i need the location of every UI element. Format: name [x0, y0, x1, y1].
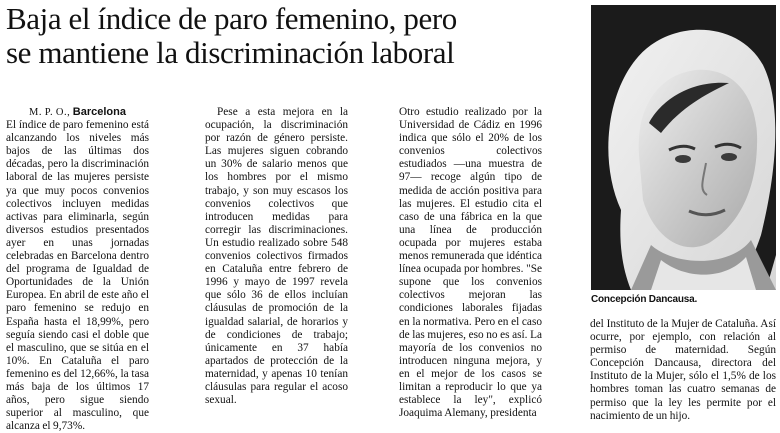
article-column-4: [590, 318, 776, 423]
paragraph-3-part-c: del Instituto de la Mujer de Cataluña. Así ocurre, por ejemplo, con relación al permiso de maternidad. Según Concepción Dancausa, directora del Instituto de la Mujer, sólo el 1,5% de los hombres toman las cuatro semanas de permiso que la ley les permite por el nacimiento de un hijo.: [590, 318, 776, 422]
portrait-photo: [591, 5, 776, 290]
headline-line-1: Baja el índice de paro femenino, pero: [6, 1, 457, 36]
article-column-3: [399, 106, 542, 420]
paragraph-1: [6, 119, 149, 433]
paragraph-1-text: El índice de paro femenino está alcanzando los niveles más bajos de las últimas dos décadas, pero la discriminación laboral de las mujeres persiste ya que muy pocos convenios colectivos incluyen medidas activas para eliminarla, según diversos estudios presentados ayer en unas jornadas celebradas en Barcelona dentro del programa de Igualdad de Oportunidades de la Unión Europea. En abril de este año el paro femenino se redujo en España hasta el 18,99%, pero seguía siendo casi el doble que el masculino, que se sitúa en el 10%. En Cataluña el paro femenino es del 12,66%, la tasa más baja de los últimos 17 años, pero sigue siendo superior al masculino, que alcanza el 9,73%.: [6, 119, 149, 433]
photo-caption: Concepción Dancausa.: [591, 294, 698, 305]
paragraph-2: [205, 106, 348, 407]
byline-place: Barcelona: [72, 106, 126, 118]
article-column-2: [205, 106, 348, 417]
paragraph-3-end: [590, 318, 776, 423]
article-column-1: [6, 106, 149, 433]
paragraph-3-part-b: Otro estudio realizado por la Universidad de Cádiz en 1996 indica que sólo el 20% de los convenios colectivos estudiados —una muestra de 97— recoge algún tipo de medida de acción positiva para las mujeres. El estudio cita el caso de una fábrica en la que una línea de producción ocupada por mujeres estaba menos remunerada que idéntica línea ocupada por hombres. "Se supone que los convenios colectivos mejoran las condiciones laborales fijadas en la normativa. Pero en el caso de las mujeres, eso no es así. La mayoría de los convenios no introducen ninguna mejora, y en el mejor de los casos se limitan a reproducir lo que ya establece la ley", explicó Joaquima Alemany, presidenta: [399, 106, 542, 420]
headline-line-2: se mantiene la discriminación laboral: [6, 35, 455, 70]
portrait-illustration: [591, 5, 776, 290]
byline: [6, 106, 149, 119]
headline: [6, 2, 581, 70]
byline-initials: M. P. O.,: [29, 107, 71, 118]
paragraph-2-text: Pese a esta mejora en la ocupación, la discriminación por razón de género persiste. Las mujeres siguen cobrando un 30% de salario menos que los hombres por el mismo trabajo, y son muy escasos los convenios colectivos que introducen medidas para corregir las discriminaciones. Un estudio realizado sobre 548 convenios colectivos firmados en Cataluña entre febrero de 1996 y mayo de 1997 revela que sólo 36 de ellos incluían cláusulas de promoción de la igualdad salarial, de horarios y de condiciones de trabajo; únicamente en 37 había apartados de protección de la maternidad, y apenas 10 tenían cláusulas para regular el acoso sexual.: [205, 106, 348, 407]
paragraph-3-cont: [399, 106, 542, 420]
